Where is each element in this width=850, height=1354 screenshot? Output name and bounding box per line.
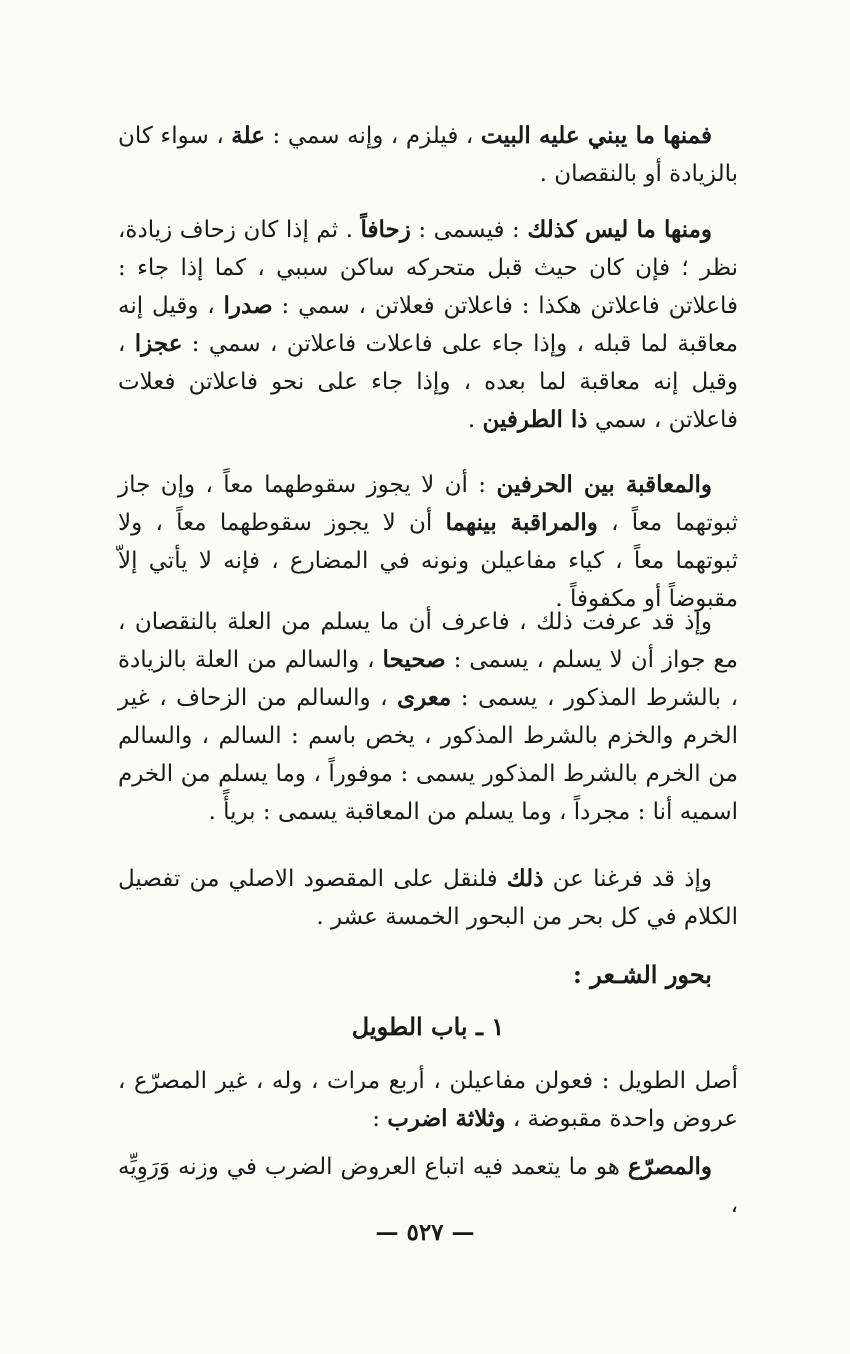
paragraph-text: : فيسمى : [410, 217, 528, 243]
paragraph-text: ، وقيل إنه معاقبة لما قبله ، وإذا جاء على فاعلات فاعلاتن ، سمي : [118, 293, 739, 357]
section-heading-seas: بحور الشـعر : [573, 960, 712, 989]
paragraph-text: ، والسالم من العلة بالزيادة ، بالشرط المذكور ، يسمى : [118, 647, 739, 711]
paragraph-zihaf [118, 211, 738, 439]
bold-term: والمراقبة بينهما [445, 509, 598, 536]
paragraph-text: أن لا يجوز سقوطهما معاً ، ولا ثبوتهما معاً ، كياء مفاعيلن ونونه في المضارع ، فإنه لا يأتي إلاّ مقبوضاً أو مكفوفاً . [118, 510, 738, 612]
paragraph-text: ، والسالم من الزحاف ، غير الخرم والخزم بالشرط المذكور ، يخص باسم : السالم ، والسالم من الخرم بالشرط المذكور يسمى : موفوراً ، وما يسلم من الخرم اسميه أنا : مجرداً ، وما يسلم من المعاقبة يسمى : بريأً . [118, 685, 738, 825]
bold-term: وثلاثة اضرب [387, 1105, 506, 1132]
chapter-heading-tawil: ١ ـ باب الطويل [351, 1012, 505, 1041]
bold-term: صحيحا [382, 646, 446, 673]
bold-term: والمعاقبة بين الحرفين [496, 471, 713, 498]
bold-term: زحافاً [360, 216, 411, 243]
bold-term: فمنها ما يبني عليه البيت [480, 122, 712, 149]
bold-term: ذا الطرفين [482, 406, 588, 433]
paragraph-text: . ثم إذا كان زحاف زيادة، نظر ؛ فإن كان حيث قبل متحركه ساكن سببي ، كما إذا جاء : فاعلاتن فاعلاتن هكذا : فاعلاتن فعلاتن ، سمي : [118, 217, 738, 319]
paragraph-tawil-origin [118, 1062, 738, 1138]
bold-term: عجزا [134, 330, 183, 357]
paragraph-text: ، سواء كان بالزيادة أو بالنقصان . [118, 123, 738, 187]
paragraph-illa [118, 117, 738, 193]
paragraph-text: وإذ قد عرفت ذلك ، فاعرف أن ما يسلم من العلة بالنقصان ، مع جواز أن لا يسلم ، يسمى : [118, 609, 738, 673]
paragraph-text: أصل الطويل : فعولن مفاعيلن ، أربع مرات ، وله ، غير المصرّع ، عروض واحدة مقبوضة ، [118, 1068, 738, 1132]
bold-term: صدرا [223, 292, 273, 319]
paragraph-text: هو ما يتعمد فيه اتباع العروض الضرب في وزنه وَرَوِيِّه ، [118, 1154, 738, 1218]
bold-term: والمصرّع [627, 1153, 712, 1180]
paragraph-text: ، فيلزم ، وإنه سمي : [264, 123, 481, 149]
bold-term: ومنها ما ليس كذلك [527, 216, 713, 243]
paragraph-salim [118, 603, 738, 831]
paragraph-text: فلنقل على المقصود الاصلي من تفصيل الكلام في كل بحر من البحور الخمسة عشر . [118, 866, 738, 930]
bold-term: معرى [397, 684, 452, 711]
paragraph-text: : أن لا يجوز سقوطهما معاً ، وإن جاز ثبوتهما معاً ، [118, 472, 738, 536]
paragraph-text: . [467, 407, 483, 433]
paragraph-text: ، وقيل إنه معاقبة لما بعده ، وإذا جاء على نحو فاعلاتن فعلات فاعلاتن ، سمي [118, 331, 738, 433]
paragraph-text: : [372, 1106, 388, 1132]
paragraph-musarra [118, 1148, 738, 1224]
paragraph-muaqaba [118, 466, 738, 618]
bold-term: ذلك [506, 865, 544, 892]
paragraph-text: وإذ قد فرغنا عن [543, 866, 712, 892]
paragraph-transition [118, 860, 738, 936]
page-number: — ٥٢٧ — [375, 1219, 475, 1246]
bold-term: علة [231, 122, 265, 149]
